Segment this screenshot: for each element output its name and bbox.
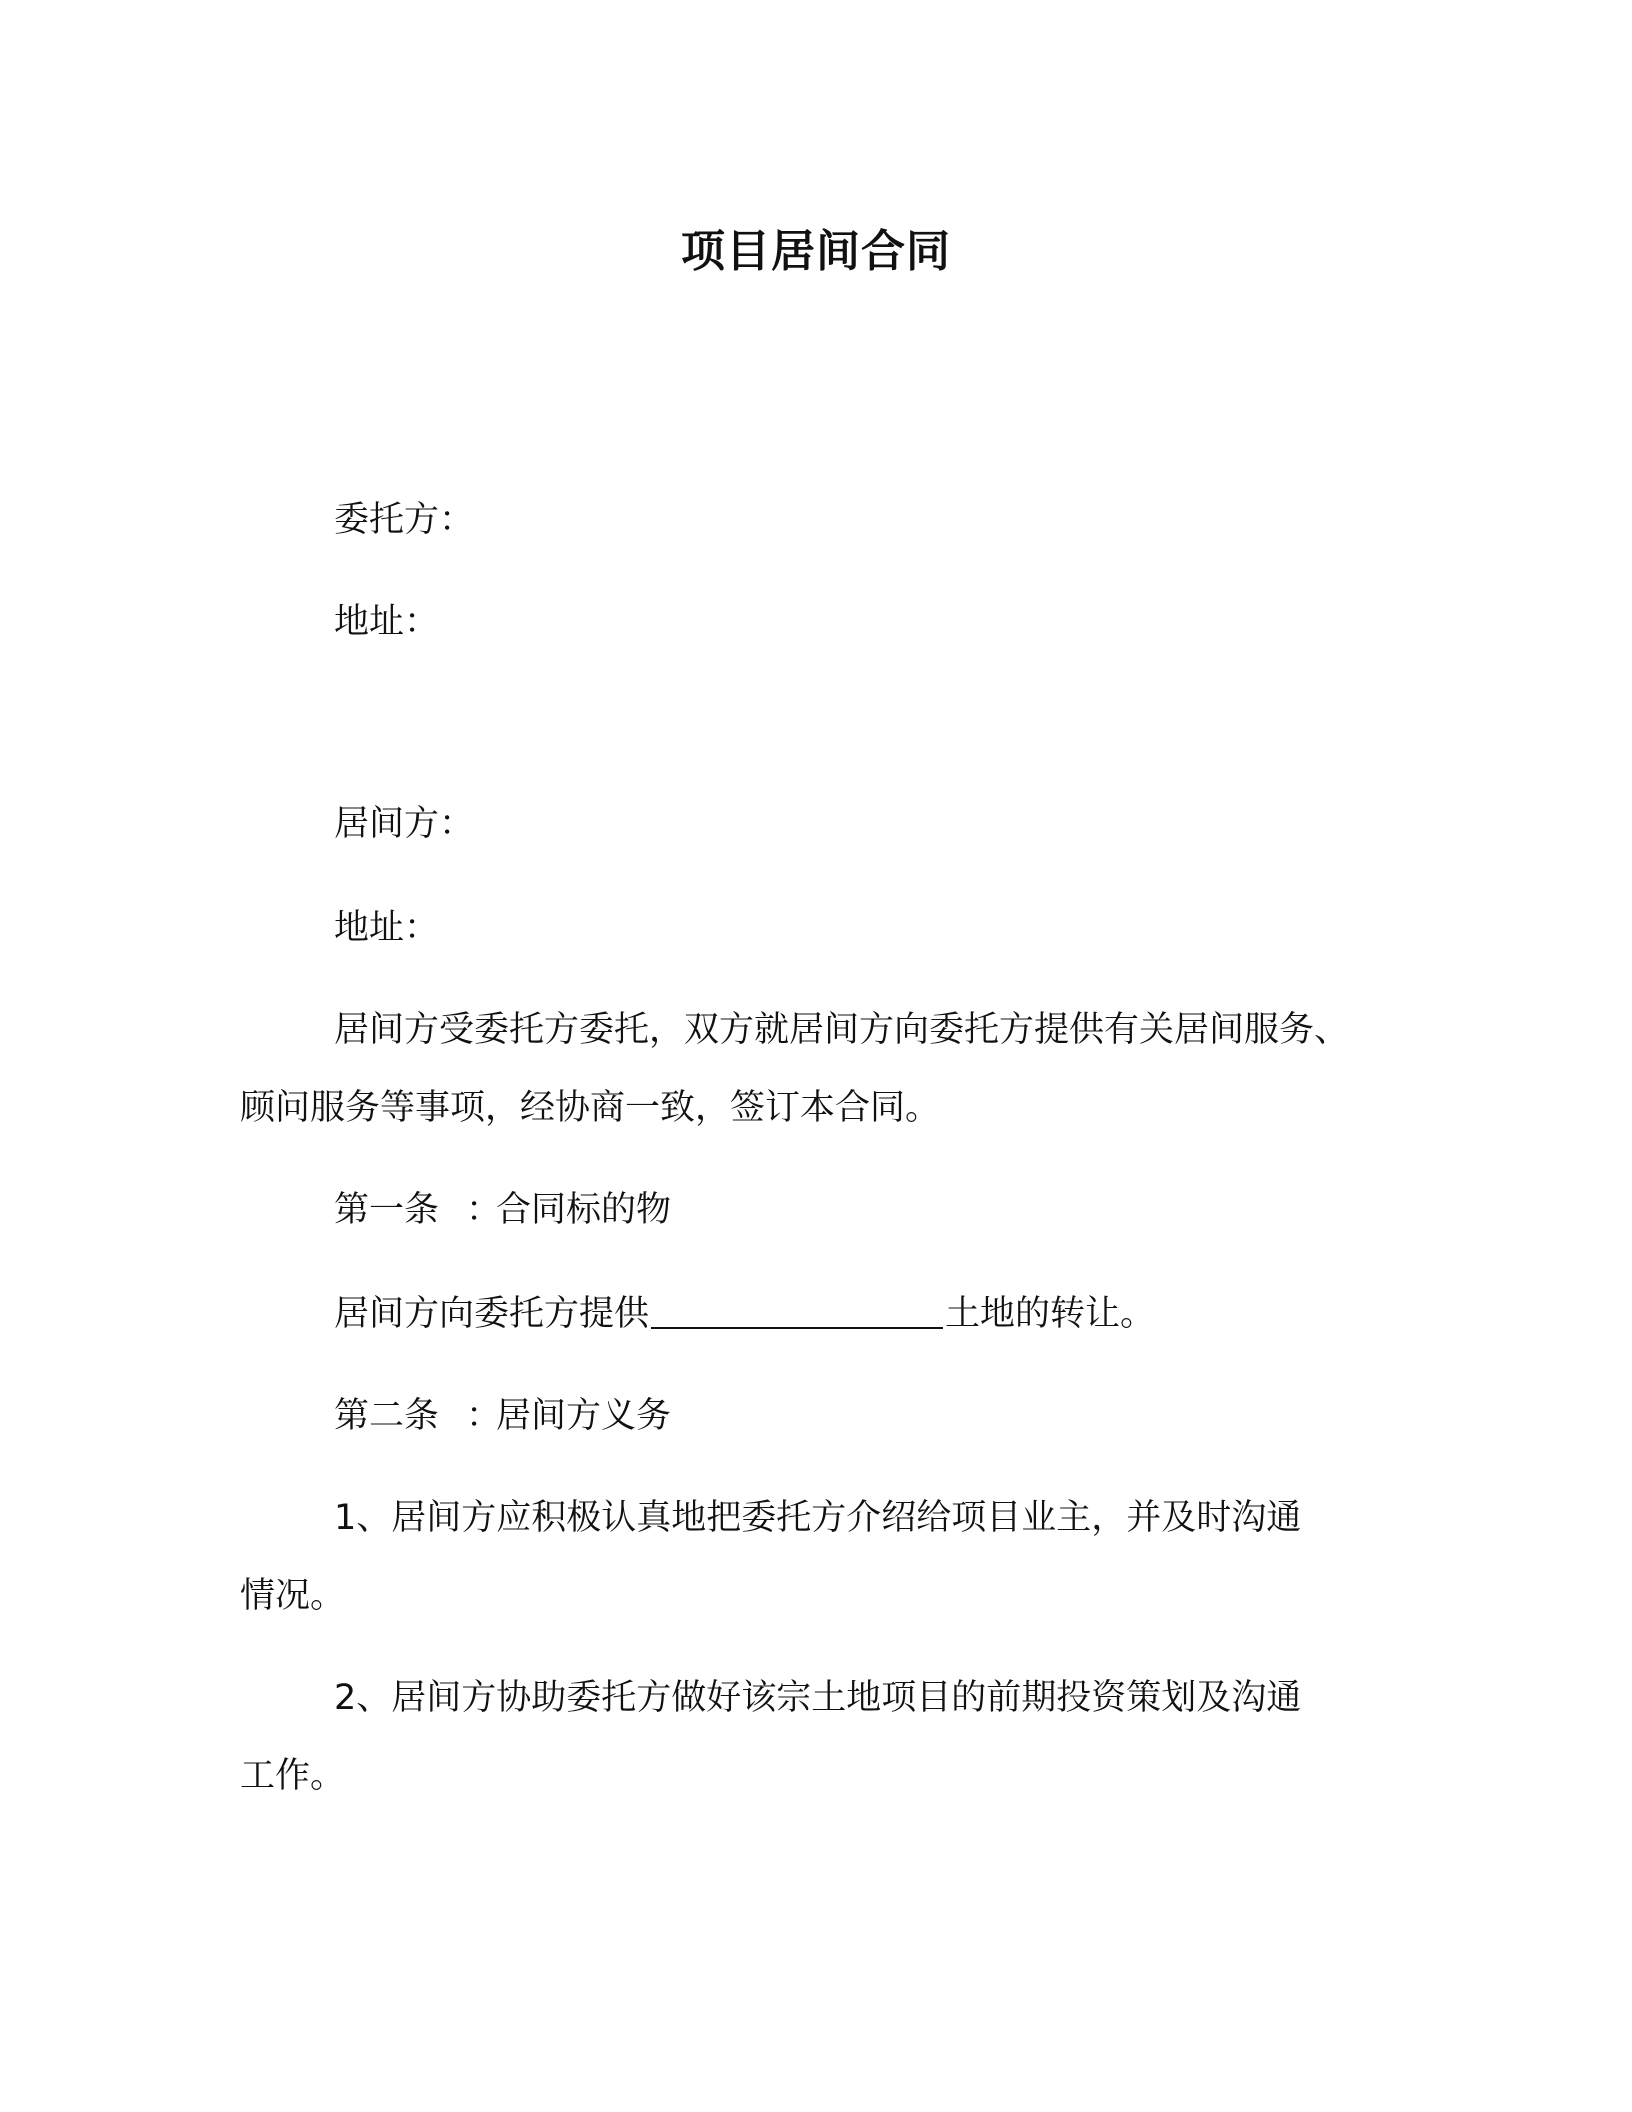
article-1-title: 合同标的物: [496, 1190, 672, 1230]
article-1-body: [334, 1290, 1155, 1338]
intro-line-1: 居间方受委托方委托，双方就居间方向委托方提供有关居间服务、: [334, 1010, 1350, 1050]
fill-in-blank: [651, 1327, 943, 1329]
intermediary-label: 居间方：: [334, 804, 475, 844]
article-2-item-2-line-2: 工作。: [240, 1756, 346, 1796]
article-1-body-after: 土地的转让。: [945, 1294, 1156, 1334]
article-2-item-1-line-1: 1、居间方应积极认真地把委托方介绍给项目业主，并及时沟通: [334, 1498, 1302, 1538]
article-1-number: 第一条: [334, 1190, 440, 1230]
article-2-number: 第二条: [334, 1396, 440, 1436]
article-1-body-before: 居间方向委托方提供: [334, 1294, 650, 1334]
article-1-colon: ：: [466, 1190, 502, 1230]
article-2-item-1-line-2: 情况。: [240, 1576, 346, 1616]
principal-label: 委托方：: [334, 500, 475, 540]
intro-line-2: 顾问服务等事项，经协商一致，签订本合同。: [240, 1088, 941, 1128]
article-2-colon: ：: [466, 1396, 502, 1436]
article-1-heading: [334, 1186, 671, 1234]
article-2-title: 居间方义务: [496, 1396, 672, 1436]
article-2-heading: [334, 1392, 671, 1440]
document-title: 项目居间合同: [681, 226, 951, 277]
principal-address-label: 地址：: [334, 602, 440, 642]
article-2-item-2-line-1: 2、居间方协助委托方做好该宗土地项目的前期投资策划及沟通: [334, 1678, 1302, 1718]
intermediary-address-label: 地址：: [334, 908, 440, 948]
